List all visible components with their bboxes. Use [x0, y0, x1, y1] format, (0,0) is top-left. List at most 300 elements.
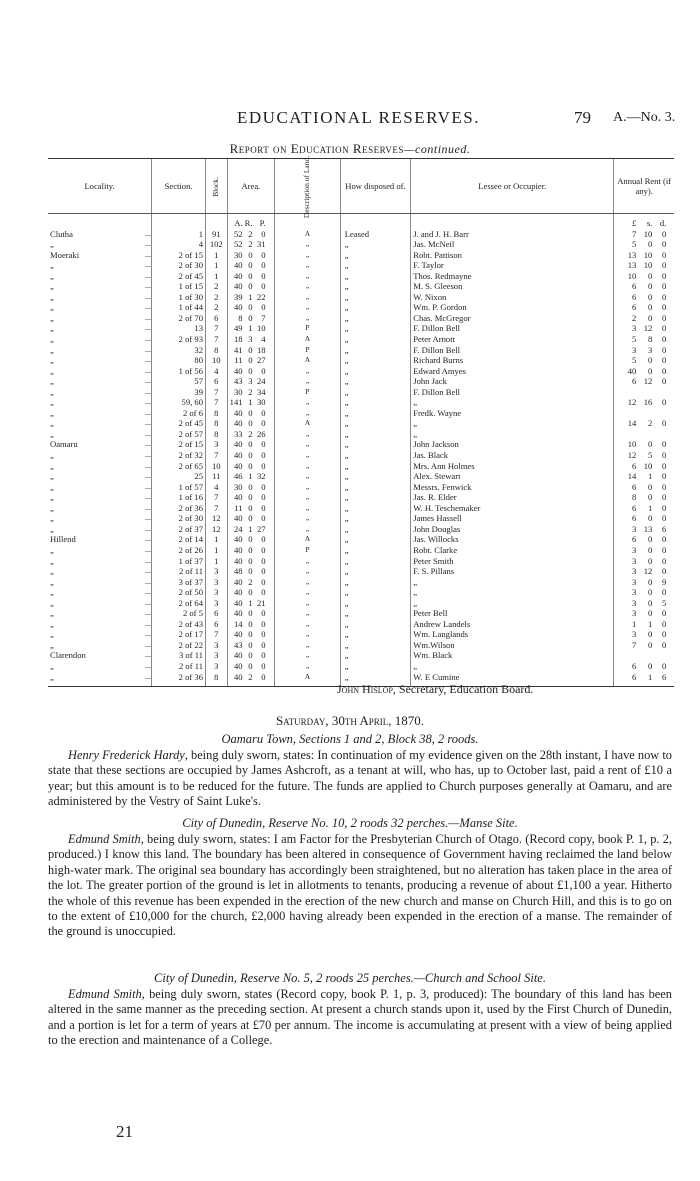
- cell-locality: Moeraki ...: [50, 249, 151, 260]
- cell-description: A: [275, 229, 341, 240]
- col-header-section: Section.: [152, 159, 206, 214]
- cell-rent: 3 12 0: [614, 566, 674, 577]
- cell-rent: 8 0 0: [614, 492, 674, 503]
- cell-lessee: John Jackson: [411, 439, 614, 450]
- cell-rent: [614, 650, 674, 661]
- table-row: [48, 281, 674, 292]
- cell-block: 2: [206, 292, 228, 303]
- cell-area: 40 2 0: [227, 577, 275, 588]
- cell-area: 30 0 0: [227, 482, 275, 493]
- cell-rent: 3 13 6: [614, 524, 674, 535]
- table-row: [48, 598, 674, 609]
- cell-area: 43 0 0: [227, 640, 275, 651]
- cell-locality: „ ...: [50, 450, 151, 461]
- cell-section: 2 of 45: [152, 271, 206, 282]
- cell-lessee: John Douglas: [411, 524, 614, 535]
- cell-how-disposed: „: [340, 271, 410, 282]
- cell-area: 40 0 0: [227, 366, 275, 377]
- cell-lessee: Robt. Clarke: [411, 545, 614, 556]
- cell-block: 102: [206, 239, 228, 250]
- cell-lessee: F. Taylor: [411, 260, 614, 271]
- cell-block: 7: [206, 323, 228, 334]
- cell-block: 8: [206, 672, 228, 687]
- cell-rent: 1 1 0: [614, 619, 674, 630]
- cell-section: 2 of 5: [152, 608, 206, 619]
- cell-locality: Clarendon ...: [50, 650, 151, 661]
- cell-block: 12: [206, 513, 228, 524]
- page-title: EDUCATIONAL RESERVES.: [237, 108, 480, 127]
- cell-area: 24 1 27: [227, 524, 275, 535]
- cell-rent: 6 10 0: [614, 461, 674, 472]
- cell-lessee: Chas. McGregor: [411, 313, 614, 324]
- area-units: A. R. P.: [227, 214, 275, 229]
- cell-description: A: [275, 534, 341, 545]
- col-header-locality: Locality.: [48, 159, 152, 214]
- cell-how-disposed: „: [340, 313, 410, 324]
- cell-block: 8: [206, 429, 228, 440]
- cell-block: 3: [206, 598, 228, 609]
- date-heading: Saturday, 30th April, 1870.: [275, 713, 425, 728]
- cell-how-disposed: „: [340, 577, 410, 588]
- cell-lessee: F. Dillon Bell: [411, 323, 614, 334]
- cell-lessee: J. and J. H. Barr: [411, 229, 614, 240]
- signature-name: John Hislop: [337, 682, 393, 696]
- cell-section: 32: [152, 345, 206, 356]
- cell-locality: „ ...: [50, 386, 151, 397]
- cell-rent: 7 10 0: [614, 229, 674, 240]
- cell-description: „: [275, 461, 341, 472]
- cell-lessee: „: [411, 397, 614, 408]
- table-row: [48, 524, 674, 535]
- cell-section: 2 of 57: [152, 429, 206, 440]
- cell-section: 2 of 6: [152, 408, 206, 419]
- cell-how-disposed: „: [340, 566, 410, 577]
- cell-area: 48 0 0: [227, 566, 275, 577]
- cell-block: 6: [206, 313, 228, 324]
- table-row: [48, 408, 674, 419]
- table-row: [48, 397, 674, 408]
- cell-rent: 3 0 5: [614, 598, 674, 609]
- cell-rent: 13 10 0: [614, 250, 674, 261]
- cell-locality: „ ...: [50, 397, 151, 408]
- table-row: [48, 513, 674, 524]
- cell-description: „: [275, 650, 341, 661]
- cell-how-disposed: „: [340, 376, 410, 387]
- table-row: [48, 577, 674, 588]
- cell-rent: 13 10 0: [614, 260, 674, 271]
- cell-locality: „ ...: [48, 672, 152, 687]
- cell-rent: 6 0 0: [614, 482, 674, 493]
- cell-description: „: [275, 629, 341, 640]
- col-header-area: Area.: [227, 159, 275, 214]
- cell-description: P: [275, 345, 341, 356]
- table-row: [48, 661, 674, 672]
- table-row: [48, 302, 674, 313]
- cell-how-disposed: „: [340, 334, 410, 345]
- cell-lessee: Robt. Pattison: [411, 250, 614, 261]
- cell-area: 49 1 10: [227, 323, 275, 334]
- cell-locality: „ ...: [50, 597, 151, 608]
- cell-description: „: [275, 281, 341, 292]
- cell-locality: „ ...: [50, 260, 151, 271]
- cell-description: „: [275, 260, 341, 271]
- cell-how-disposed: „: [340, 545, 410, 556]
- cell-description: „: [275, 640, 341, 651]
- cell-locality: „ ...: [50, 270, 151, 281]
- cell-block: 7: [206, 334, 228, 345]
- cell-locality: „ ...: [50, 555, 151, 566]
- cell-block: 11: [206, 471, 228, 482]
- folio-number: 21: [116, 1122, 133, 1141]
- cell-locality: „ ...: [50, 365, 151, 376]
- cell-locality: „ ...: [50, 629, 151, 640]
- cell-rent: 5 0 0: [614, 355, 674, 366]
- table-row: [48, 629, 674, 640]
- cell-description: „: [275, 250, 341, 261]
- cell-area: 40 0 0: [227, 513, 275, 524]
- cell-rent: 5 8 0: [614, 334, 674, 345]
- table-row: [48, 482, 674, 493]
- cell-description: P: [275, 545, 341, 556]
- cell-how-disposed: „: [340, 556, 410, 567]
- cell-lessee: Jas. Willocks: [411, 534, 614, 545]
- table-row: [48, 239, 674, 250]
- cell-description: „: [275, 608, 341, 619]
- table-row: [48, 650, 674, 661]
- cell-section: 80: [152, 355, 206, 366]
- cell-locality: „ ...: [50, 492, 151, 503]
- cell-rent: [614, 387, 674, 398]
- cell-lessee: Edward Amyes: [411, 366, 614, 377]
- cell-lessee: F. Dillon Bell: [411, 387, 614, 398]
- table-row: [48, 260, 674, 271]
- cell-area: 18 3 4: [227, 334, 275, 345]
- cell-description: „: [275, 524, 341, 535]
- cell-how-disposed: „: [340, 629, 410, 640]
- cell-section: 1 of 57: [152, 482, 206, 493]
- cell-block: 1: [206, 271, 228, 282]
- cell-area: 8 0 7: [227, 313, 275, 324]
- table-row: [48, 587, 674, 598]
- cell-locality: „ ...: [50, 523, 151, 534]
- report-title: [0, 141, 700, 157]
- cell-how-disposed: „: [340, 650, 410, 661]
- table-row: [48, 418, 674, 429]
- cell-area: 52 2 0: [227, 229, 275, 240]
- cell-section: 57: [152, 376, 206, 387]
- section-paragraph: Edmund Smith, being duly sworn, states: I am Factor for the Presbyterian Church of Otago. (Record copy, book P. 1, p. 2, produced.) I know this land. The boundary has been altered in consequence of Government having reclaimed the land below high-water mark. The original sea boundary has accordingly been straightened, but no alteration has taken place in the area of the lot. The greater portion of the ground is let in allotments to tenants, producing a revenue of about £1,100 a year. Hitherto the whole of this revenue has been expended in the erection of the new church and manse on Church Hill, and this is to go on to the extent of £10,000 for the church, £2,000 having already been expended in the erection of a manse. The remainder of the ground is unoccupied.: [48, 832, 672, 939]
- cell-lessee: W. H. Teschemaker: [411, 503, 614, 514]
- cell-block: 7: [206, 387, 228, 398]
- table-row: [48, 334, 674, 345]
- page-number: 79: [574, 108, 591, 127]
- cell-block: 1: [206, 260, 228, 271]
- table-row: [48, 292, 674, 303]
- cell-how-disposed: „: [340, 524, 410, 535]
- cell-area: 40 0 0: [227, 492, 275, 503]
- table-row: [48, 492, 674, 503]
- cell-description: P: [275, 387, 341, 398]
- cell-block: 8: [206, 418, 228, 429]
- cell-section: 25: [152, 471, 206, 482]
- cell-section: 39: [152, 387, 206, 398]
- table-row: [48, 461, 674, 472]
- cell-section: 1 of 15: [152, 281, 206, 292]
- cell-lessee: W. E Cumine: [411, 672, 614, 687]
- cell-area: 40 0 0: [227, 545, 275, 556]
- col-header-block: Block.: [206, 159, 228, 214]
- table-row: [48, 503, 674, 514]
- cell-area: 30 2 34: [227, 387, 275, 398]
- cell-how-disposed: „: [340, 450, 410, 461]
- cell-lessee: Thos. Redmayne: [411, 271, 614, 282]
- cell-block: 1: [206, 556, 228, 567]
- cell-how-disposed: „: [340, 534, 410, 545]
- cell-section: 2 of 11: [152, 566, 206, 577]
- cell-how-disposed: „: [340, 513, 410, 524]
- cell-description: A: [275, 672, 341, 687]
- cell-lessee: Messrs. Fenwick: [411, 482, 614, 493]
- cell-how-disposed: „: [340, 640, 410, 651]
- cell-locality: „ ...: [50, 576, 151, 587]
- cell-description: P: [275, 323, 341, 334]
- speaker-name: Edmund Smith: [68, 987, 142, 1001]
- cell-locality: „ ...: [50, 323, 151, 334]
- table-row: [48, 229, 674, 240]
- cell-section: 3 of 11: [152, 650, 206, 661]
- cell-how-disposed: „: [340, 672, 410, 687]
- cell-block: 8: [206, 408, 228, 419]
- cell-locality: „ ...: [50, 302, 151, 313]
- cell-description: „: [275, 661, 341, 672]
- cell-rent: 14 2 0: [614, 418, 674, 429]
- cell-area: 40 0 0: [227, 587, 275, 598]
- cell-how-disposed: „: [340, 250, 410, 261]
- cell-lessee: „: [411, 418, 614, 429]
- cell-rent: 6 12 0: [614, 376, 674, 387]
- cell-area: 40 0 0: [227, 418, 275, 429]
- cell-how-disposed: „: [340, 387, 410, 398]
- cell-block: 3: [206, 577, 228, 588]
- cell-description: „: [275, 366, 341, 377]
- cell-lessee: Jas. Black: [411, 450, 614, 461]
- cell-locality: „ ...: [50, 407, 151, 418]
- cell-lessee: Richard Burns: [411, 355, 614, 366]
- cell-section: 1: [152, 229, 206, 240]
- cell-block: 3: [206, 587, 228, 598]
- cell-rent: 6 0 0: [614, 661, 674, 672]
- cell-area: 40 0 0: [227, 608, 275, 619]
- cell-section: 13: [152, 323, 206, 334]
- cell-lessee: „: [411, 587, 614, 598]
- cell-section: 1 of 30: [152, 292, 206, 303]
- cell-locality: „ ...: [50, 344, 151, 355]
- cell-locality: „ ...: [50, 660, 151, 671]
- cell-rent: 10 0 0: [614, 439, 674, 450]
- cell-locality: „ ...: [50, 608, 151, 619]
- cell-locality: „ ...: [50, 618, 151, 629]
- cell-section: 2 of 22: [152, 640, 206, 651]
- table-row: [48, 323, 674, 334]
- cell-section: 2 of 43: [152, 619, 206, 630]
- cell-block: 1: [206, 534, 228, 545]
- cell-rent: [614, 429, 674, 440]
- cell-section: 2 of 26: [152, 545, 206, 556]
- cell-area: 30 0 0: [227, 250, 275, 261]
- cell-description: „: [275, 429, 341, 440]
- cell-description: „: [275, 503, 341, 514]
- table-row: [48, 250, 674, 261]
- cell-how-disposed: „: [340, 281, 410, 292]
- col-header-description: Description of Land.: [275, 159, 341, 214]
- cell-section: 1 of 37: [152, 556, 206, 567]
- table-row: [48, 608, 674, 619]
- col-header-how-disposed: How disposed of.: [340, 159, 410, 214]
- cell-area: 40 0 0: [227, 461, 275, 472]
- cell-locality: „ ...: [50, 587, 151, 598]
- cell-how-disposed: Leased: [340, 229, 410, 240]
- cell-block: 1: [206, 545, 228, 556]
- cell-how-disposed: „: [340, 260, 410, 271]
- cell-block: 4: [206, 366, 228, 377]
- cell-lessee: „: [411, 598, 614, 609]
- cell-area: 41 0 18: [227, 345, 275, 356]
- cell-rent: 10 0 0: [614, 271, 674, 282]
- cell-locality: Clutha ...: [50, 228, 151, 239]
- section-paragraph: Edmund Smith, being duly sworn, states (Record copy, book P. 1, p. 3, produced): The boundary of this land has been altered in the same manner as the preceding section. At present a church stands upon it, used by the First Church of Dunedin, and a portion is let for a term of years at £70 per annum. The income is accumulating at present with a view of being applied to the erection and maintenance of a College.: [48, 987, 673, 1048]
- cell-section: 2 of 15: [152, 250, 206, 261]
- rent-units: £ s. d.: [614, 214, 674, 229]
- cell-description: „: [275, 566, 341, 577]
- cell-locality: „ ...: [50, 460, 151, 471]
- cell-block: 6: [206, 608, 228, 619]
- cell-how-disposed: „: [340, 366, 410, 377]
- cell-lessee: M. S. Gleeson: [411, 281, 614, 292]
- cell-area: 40 2 0: [227, 672, 275, 687]
- table-row: [48, 429, 674, 440]
- cell-block: 10: [206, 355, 228, 366]
- report-title-main: Report on Education Reserves: [229, 141, 404, 156]
- cell-area: 40 0 0: [227, 408, 275, 419]
- reserves-table: [48, 155, 674, 687]
- cell-locality: „ ...: [50, 639, 151, 650]
- cell-area: 141 1 30: [227, 397, 275, 408]
- table-row: [48, 271, 674, 282]
- cell-area: 40 0 0: [227, 271, 275, 282]
- col-header-lessee: Lessee or Occupier.: [411, 159, 614, 214]
- cell-block: 3: [206, 661, 228, 672]
- cell-lessee: „: [411, 577, 614, 588]
- table-row: [48, 355, 674, 366]
- cell-how-disposed: „: [340, 619, 410, 630]
- cell-description: „: [275, 439, 341, 450]
- cell-section: 2 of 30: [152, 260, 206, 271]
- cell-how-disposed: „: [340, 482, 410, 493]
- cell-block: 7: [206, 492, 228, 503]
- cell-lessee: F. S. Pillans: [411, 566, 614, 577]
- section-subheading: City of Dunedin, Reserve No. 5, 2 roods 25 perches.—Church and School Site.: [154, 971, 546, 985]
- cell-how-disposed: „: [340, 492, 410, 503]
- cell-how-disposed: „: [340, 239, 410, 250]
- table-row: [48, 534, 674, 545]
- table-row: [48, 387, 674, 398]
- cell-locality: „ ...: [50, 566, 151, 577]
- cell-rent: 3 0 9: [614, 577, 674, 588]
- cell-locality: „ ...: [50, 513, 151, 524]
- cell-section: 2 of 37: [152, 524, 206, 535]
- cell-section: 2 of 32: [152, 450, 206, 461]
- cell-locality: Oamaru ...: [50, 439, 151, 450]
- signature: [337, 682, 533, 697]
- cell-lessee: Wm. Black: [411, 650, 614, 661]
- cell-lessee: Fredk. Wayne: [411, 408, 614, 419]
- cell-locality: „ ...: [50, 355, 151, 366]
- cell-how-disposed: „: [340, 397, 410, 408]
- cell-description: „: [275, 598, 341, 609]
- cell-block: 6: [206, 376, 228, 387]
- cell-locality: „ ...: [50, 481, 151, 492]
- cell-area: 40 0 0: [227, 281, 275, 292]
- cell-locality: „ ...: [50, 239, 151, 250]
- cell-area: 52 2 31: [227, 239, 275, 250]
- cell-area: 33 2 26: [227, 429, 275, 440]
- cell-lessee: F. Dillon Bell: [411, 345, 614, 356]
- cell-block: 1: [206, 250, 228, 261]
- cell-block: 2: [206, 302, 228, 313]
- cell-how-disposed: „: [340, 302, 410, 313]
- cell-lessee: Andrew Landels: [411, 619, 614, 630]
- cell-section: 2 of 30: [152, 513, 206, 524]
- cell-section: 1 of 44: [152, 302, 206, 313]
- cell-section: 2 of 36: [152, 503, 206, 514]
- cell-lessee: „: [411, 661, 614, 672]
- cell-area: 46 1 32: [227, 471, 275, 482]
- cell-rent: 2 0 0: [614, 313, 674, 324]
- cell-description: „: [275, 302, 341, 313]
- cell-section: 2 of 50: [152, 587, 206, 598]
- cell-lessee: Jas. R. Elder: [411, 492, 614, 503]
- cell-how-disposed: „: [340, 503, 410, 514]
- cell-section: 2 of 65: [152, 461, 206, 472]
- cell-block: 3: [206, 640, 228, 651]
- cell-description: „: [275, 239, 341, 250]
- table-row: [48, 566, 674, 577]
- cell-locality: „ ...: [50, 376, 151, 387]
- table-row: [48, 366, 674, 377]
- cell-area: 39 1 22: [227, 292, 275, 303]
- cell-description: „: [275, 513, 341, 524]
- cell-how-disposed: „: [340, 418, 410, 429]
- cell-rent: 7 0 0: [614, 640, 674, 651]
- section-subheading: City of Dunedin, Reserve No. 10, 2 roods 32 perches.—Manse Site.: [182, 816, 518, 830]
- cell-rent: 3 12 0: [614, 323, 674, 334]
- cell-how-disposed: „: [340, 587, 410, 598]
- cell-how-disposed: „: [340, 323, 410, 334]
- cell-rent: 6 0 0: [614, 534, 674, 545]
- cell-locality: „ ...: [50, 471, 151, 482]
- cell-locality: „ ...: [50, 291, 151, 302]
- cell-how-disposed: „: [340, 461, 410, 472]
- cell-rent: 6 0 0: [614, 281, 674, 292]
- cell-section: 1 of 56: [152, 366, 206, 377]
- cell-lessee: Mrs. Ann Holmes: [411, 461, 614, 472]
- cell-locality: Hillend ...: [50, 534, 151, 545]
- cell-area: 40 0 0: [227, 556, 275, 567]
- cell-description: „: [275, 587, 341, 598]
- cell-block: 7: [206, 450, 228, 461]
- cell-lessee: James Hassell: [411, 513, 614, 524]
- cell-rent: 3 3 0: [614, 345, 674, 356]
